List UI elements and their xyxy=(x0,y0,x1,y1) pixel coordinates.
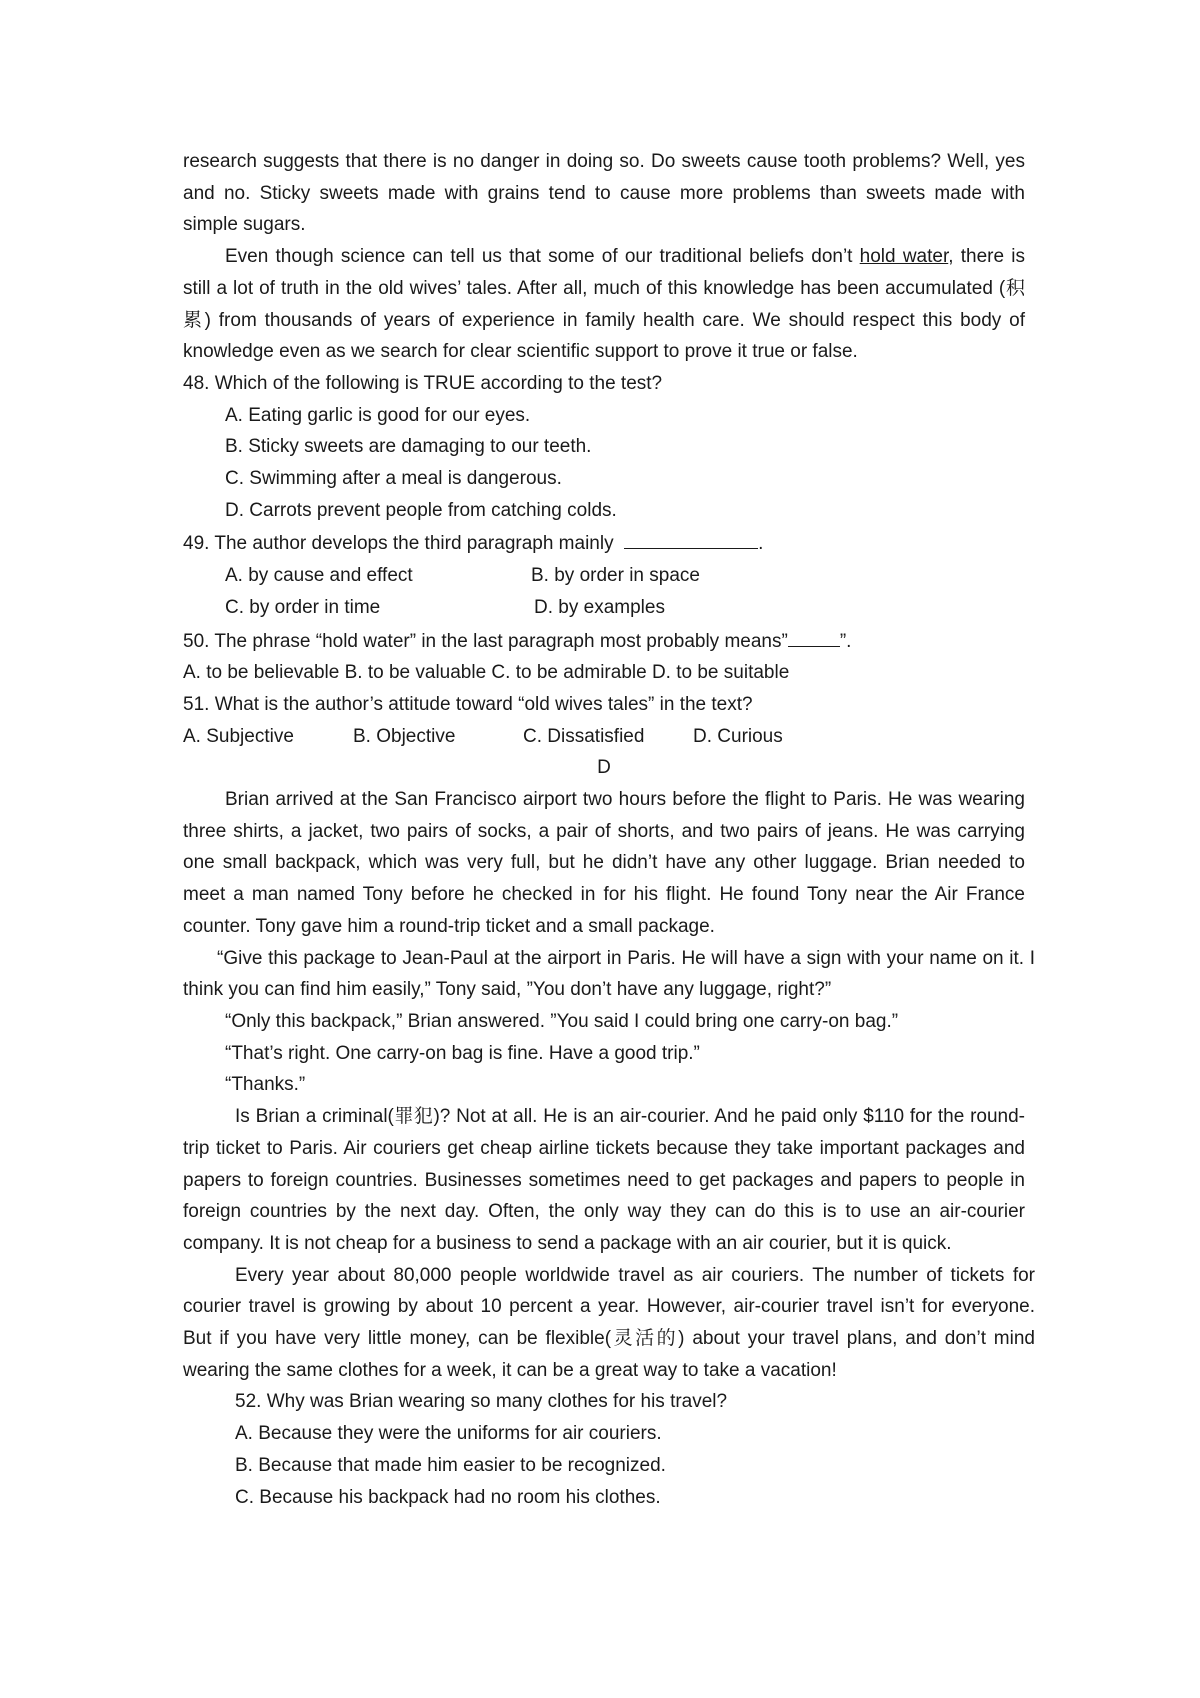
question-49-option-b: B. by order in space xyxy=(531,565,700,587)
question-51-option-b: B. Objective xyxy=(353,725,456,747)
paragraph-old-wives-tales xyxy=(183,241,1025,368)
answer-blank xyxy=(624,526,758,549)
question-49-options-row-1 xyxy=(183,560,1025,592)
passage-paragraph: Every year about 80,000 people worldwide travel as air couriers. The number of tickets for courier travel is growing by about 10 percent a year. However, air-courier travel isn’t for everyone. But if you have very little money, can be flexible(灵活的) about your travel plans, and don’t mind wearing the same clothes for a week, it can be a great way to take a vacation! xyxy=(183,1264,1035,1381)
passage-paragraph: “That’s right. One carry-on bag is fine. Have a good trip.” xyxy=(225,1042,700,1064)
question-52-option-a: A. Because they were the uniforms for air couriers. xyxy=(235,1423,662,1445)
passage-paragraph: Is Brian a criminal(罪犯)? Not at all. He is an air-courier. And he paid only $110 for the round-trip ticket to Paris. Air couriers get cheap airline tickets because they take important packages and papers to foreign countries. Businesses sometimes need to get packages and papers to people in foreign countries by the next day. Often, the only way they can do this is to use an air-courier company. It is not cheap for a business to send a package with an air courier, but it is quick. xyxy=(183,1106,1025,1254)
passage-paragraph: “Only this backpack,” Brian answered. ”You said I could bring one carry-on bag.” xyxy=(225,1010,899,1032)
question-51-stem: 51. What is the author’s attitude toward “old wives tales” in the text? xyxy=(183,693,753,715)
document-page xyxy=(183,146,1035,1513)
question-50-end: ”. xyxy=(839,630,852,652)
question-51-option-d: D. Curious xyxy=(693,725,783,747)
question-48-option-a: A. Eating garlic is good for our eyes. xyxy=(225,404,531,426)
answer-blank xyxy=(788,624,840,647)
question-50-options: A. to be believable B. to be valuable C. to be admirable D. to be suitable xyxy=(183,662,790,684)
question-49-option-c: C. by order in time xyxy=(225,596,381,618)
question-49-options-row-2 xyxy=(183,592,1025,624)
passage-paragraph: “Give this package to Jean-Paul at the airport in Paris. He will have a sign with your name on it. I think you can find him easily,” Tony said, ”You don’t have any luggage, right?” xyxy=(183,947,1035,1001)
question-51-option-c: C. Dissatisfied xyxy=(523,725,645,747)
question-49-end: . xyxy=(758,533,764,555)
question-51-options xyxy=(183,721,1025,753)
passage-paragraph: “Thanks.” xyxy=(225,1074,306,1096)
section-heading: D xyxy=(597,757,611,779)
paragraph-continuation: research suggests that there is no danger in doing so. Do sweets cause tooth problems? Well, yes and no. Sticky sweets made with grains tend to cause more problems than sweets made with simple sugars. xyxy=(183,151,1025,236)
paragraph-text: , there is still a lot of truth in the old wives’ tales. After all, much of this knowledge has been accumulated (积累) from thousands of years of experience in family health care. We should respect this body of knowledge even as we search for clear scientific support to prove it true or false. xyxy=(183,246,1025,363)
question-48-option-b: B. Sticky sweets are damaging to our teeth. xyxy=(225,436,592,458)
passage-paragraph: Brian arrived at the San Francisco airport two hours before the flight to Paris. He was wearing three shirts, a jacket, two pairs of socks, a pair of shorts, and two pairs of jeans. He was carrying one small backpack, which was very full, but he didn’t have any other luggage. Brian needed to meet a man named Tony before he checked in for his flight. He found Tony near the Air France counter. Tony gave him a round-trip ticket and a small package. xyxy=(183,789,1025,937)
question-48-stem: 48. Which of the following is TRUE according to the test? xyxy=(183,372,663,394)
question-48-option-c: C. Swimming after a meal is dangerous. xyxy=(225,468,562,490)
question-52-option-b: B. Because that made him easier to be recognized. xyxy=(235,1454,666,1476)
question-50-stem xyxy=(183,624,1025,658)
question-51-option-a: A. Subjective xyxy=(183,725,294,747)
question-49-text: 49. The author develops the third paragraph mainly xyxy=(183,533,614,555)
question-48-option-d: D. Carrots prevent people from catching colds. xyxy=(225,499,617,521)
underlined-phrase: hold water xyxy=(859,246,949,268)
paragraph-text: Even though science can tell us that some of our traditional beliefs don’t xyxy=(225,246,860,268)
question-52-stem: 52. Why was Brian wearing so many clothes for his travel? xyxy=(235,1391,728,1413)
question-52-option-c: C. Because his backpack had no room his clothes. xyxy=(235,1486,661,1508)
question-49-stem xyxy=(183,526,1025,560)
question-50-text: 50. The phrase “hold water” in the last paragraph most probably means” xyxy=(183,630,788,652)
question-49-option-a: A. by cause and effect xyxy=(225,565,413,587)
question-49-option-d: D. by examples xyxy=(534,596,665,618)
